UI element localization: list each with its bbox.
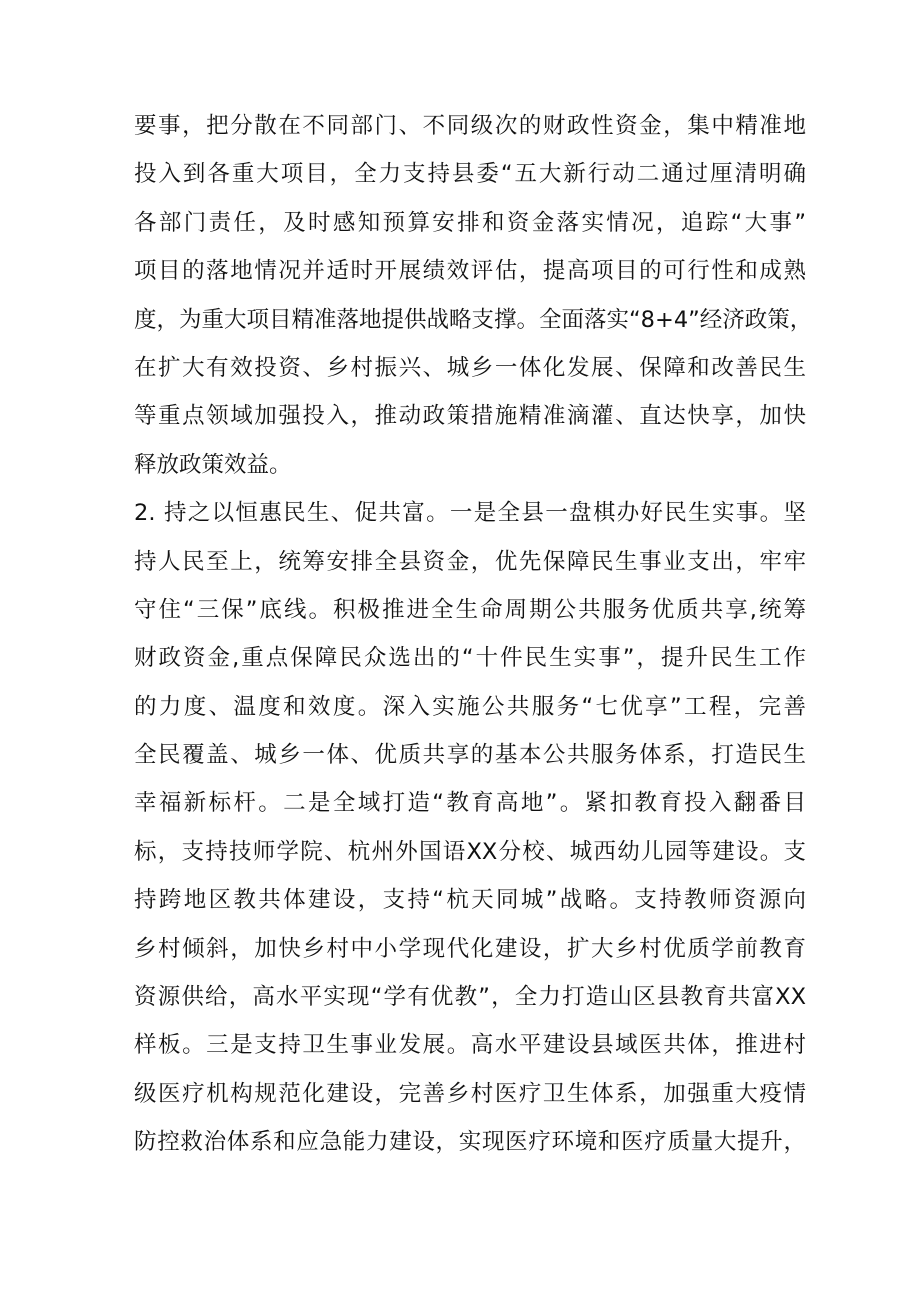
paragraph-2-line-6: 全民覆盖、城乡一体、优质共享的基本公共服务体系，打造民生: [134, 742, 806, 769]
paragraph-2-line-2: 持人民至上，统筹安排全县资金，优先保障民生事业支出，牢牢: [134, 548, 806, 575]
paragraph-1-line-3: 各部门责任，及时感知预算安排和资金落实情况，追踪“大事”: [134, 209, 806, 236]
paragraph-1-line-8: 释放政策效益。: [134, 451, 292, 478]
paragraph-2-line-10: 乡村倾斜，加快乡村中小学现代化建设，扩大乡村优质学前教育: [134, 935, 806, 962]
paragraph-2-line-4: 财政资金,重点保障民众选出的“十件民生实事”，提升民生工作: [134, 645, 806, 672]
paragraph-2-line-12: 样板。三是支持卫生事业发展。高水平建设县域医共体，推进村: [134, 1032, 806, 1059]
paragraph-2-line-9: 持跨地区教共体建设，支持“杭天同城”战略。支持教师资源向: [134, 887, 806, 914]
paragraph-2-line-7: 幸福新标杆。二是全域打造“教育高地”。紧扣教育投入翻番目: [134, 790, 806, 817]
paragraph-1-line-7: 等重点领域加强投入，推动政策措施精准滴灌、直达快享，加快: [134, 403, 806, 430]
paragraph-2-line-8: 标，支持技师学院、杭州外国语XX分校、城西幼儿园等建设。支: [134, 838, 806, 865]
paragraph-2-line-11: 资源供给，高水平实现“学有优教”，全力打造山区县教育共富XX: [134, 984, 806, 1011]
paragraph-2-line-13: 级医疗机构规范化建设，完善乡村医疗卫生体系，加强重大疫情: [134, 1080, 806, 1107]
paragraph-2-line-5: 的力度、温度和效度。深入实施公共服务“七优享”工程，完善: [134, 693, 806, 720]
paragraph-1-line-1: 要事，把分散在不同部门、不同级次的财政性资金，集中精准地: [134, 113, 806, 139]
paragraph-1-line-4: 项目的落地情况并适时开展绩效评估，提高项目的可行性和成熟: [134, 258, 806, 285]
paragraph-1-line-2: 投入到各重大项目，全力支持县委“五大新行动二通过厘清明确: [134, 161, 806, 188]
paragraph-2-line-3: 守住“三保”底线。积极推进全生命周期公共服务优质共享,统筹: [134, 596, 806, 623]
paragraph-2-line-14: 防控救治体系和应急能力建设，实现医疗环境和医疗质量大提升，: [134, 1129, 806, 1156]
paragraph-1-line-6: 在扩大有效投资、乡村振兴、城乡一体化发展、保障和改善民生: [134, 354, 806, 381]
paragraph-2-line-1: 2. 持之以恒惠民生、促共富。一是全县一盘棋办好民生实事。坚: [134, 500, 806, 527]
paragraph-1-line-5: 度，为重大项目精准落地提供战略支撑。全面落实“8+4”经济政策，: [134, 306, 813, 333]
body-text: [134, 102, 813, 1167]
